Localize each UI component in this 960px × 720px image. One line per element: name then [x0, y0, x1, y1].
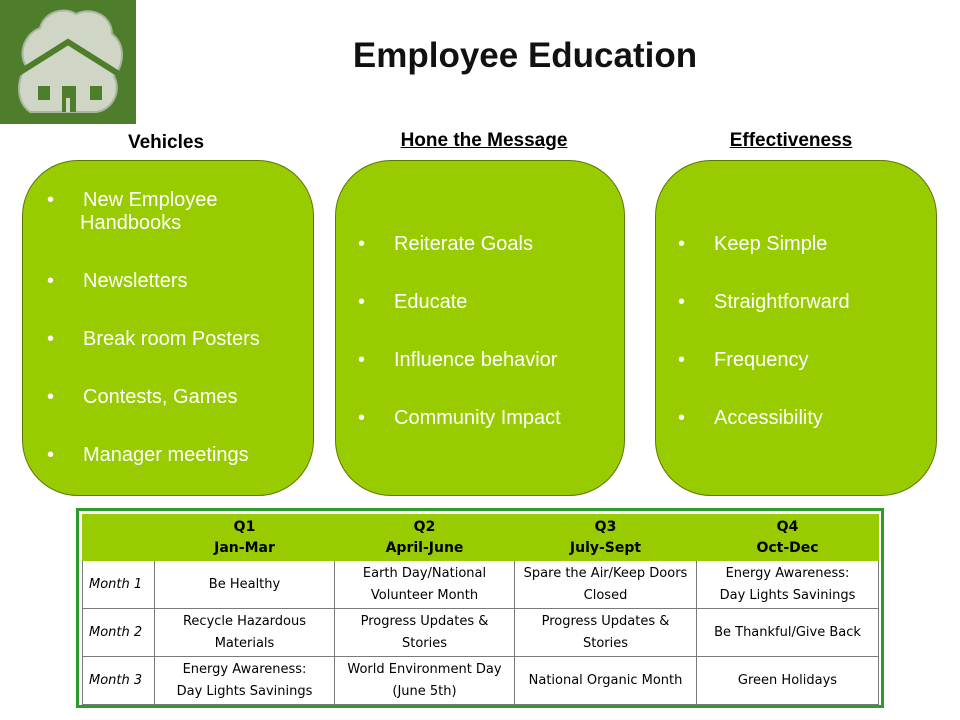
- quarter-range: Oct-Dec: [756, 539, 819, 556]
- list-item: [676, 407, 850, 430]
- quarter-label: Q2: [413, 518, 436, 535]
- quarter-range: April-June: [385, 539, 464, 556]
- table-corner-cell: [83, 515, 155, 561]
- effectiveness-box: [655, 160, 937, 496]
- list-item: [45, 444, 260, 467]
- table-cell: [697, 561, 879, 609]
- list-item-label: Manager meetings: [83, 444, 249, 466]
- list-item-label-cont: Handbooks: [80, 212, 182, 234]
- table-cell: [697, 609, 879, 657]
- month-label: Month 2: [83, 609, 155, 657]
- month-label: Month 1: [83, 561, 155, 609]
- quarter-header: [335, 515, 515, 561]
- cell-line: Day Lights Savinings: [719, 587, 856, 603]
- list-item-label: New Employee: [83, 189, 218, 211]
- cell-line: National Organic Month: [528, 672, 683, 688]
- cell-line: Green Holidays: [737, 672, 838, 688]
- table-cell: [697, 657, 879, 705]
- hone-the-message-box: [335, 160, 625, 496]
- table-cell: [335, 561, 515, 609]
- cell-line: Spare the Air/Keep Doors: [523, 565, 688, 581]
- list-item: [676, 233, 850, 256]
- list-item: [45, 386, 260, 409]
- list-item-label: Community Impact: [394, 407, 561, 429]
- cell-line: World Environment Day: [347, 661, 502, 677]
- quarter-label: Q3: [594, 518, 617, 535]
- table-header-row: [83, 515, 879, 561]
- table-cell: [335, 609, 515, 657]
- quarter-header: [515, 515, 697, 561]
- quarter-header: [697, 515, 879, 561]
- cell-line: Progress Updates &: [541, 613, 670, 629]
- list-item-label: Newsletters: [83, 270, 188, 292]
- cell-line: Progress Updates &: [360, 613, 489, 629]
- quarter-label: Q4: [776, 518, 799, 535]
- list-item: [356, 407, 561, 430]
- table-cell: [515, 609, 697, 657]
- list-item: [676, 291, 850, 314]
- cell-line: Energy Awareness:: [725, 565, 850, 581]
- table-cell: [155, 657, 335, 705]
- table-cell: [155, 609, 335, 657]
- list-item-label: Contests, Games: [83, 386, 238, 408]
- cell-line: Day Lights Savinings: [176, 683, 313, 699]
- cell-line: Recycle Hazardous: [182, 613, 307, 629]
- list-item-label: Break room Posters: [83, 328, 260, 350]
- table-cell: [515, 657, 697, 705]
- schedule-table-frame: [76, 508, 884, 708]
- cell-line: Be Thankful/Give Back: [714, 624, 861, 640]
- quarter-range: July-Sept: [569, 539, 642, 556]
- vehicles-list: [45, 189, 260, 502]
- list-item: [676, 349, 850, 372]
- effectiveness-heading: Effectiveness: [729, 130, 853, 151]
- cell-line: (June 5th): [392, 683, 457, 699]
- cell-line: Stories: [401, 635, 448, 651]
- page-title: Employee Education: [352, 36, 698, 75]
- cell-line: Closed: [583, 587, 628, 603]
- hone-the-message-heading: Hone the Message: [400, 130, 568, 151]
- vehicles-heading: Vehicles: [127, 132, 205, 153]
- table-cell: [155, 561, 335, 609]
- table-row: [83, 657, 879, 705]
- cell-line: Stories: [582, 635, 629, 651]
- table-row: [83, 609, 879, 657]
- month-label: Month 3: [83, 657, 155, 705]
- list-item: [45, 328, 260, 351]
- table-cell: [515, 561, 697, 609]
- list-item: [356, 233, 561, 256]
- effectiveness-list: [676, 233, 850, 465]
- list-item-label: Educate: [394, 291, 468, 313]
- list-item-label: Straightforward: [714, 291, 850, 313]
- cell-line: Be Healthy: [208, 576, 281, 592]
- list-item: [45, 189, 260, 235]
- list-item: [356, 291, 561, 314]
- hone-the-message-list: [356, 233, 561, 465]
- list-item: [356, 349, 561, 372]
- list-item-label: Keep Simple: [714, 233, 828, 255]
- cell-line: Materials: [214, 635, 275, 651]
- table-cell: [335, 657, 515, 705]
- quarter-label: Q1: [233, 518, 256, 535]
- vehicles-box: [22, 160, 314, 496]
- list-item-label: Reiterate Goals: [394, 233, 533, 255]
- table-row: [83, 561, 879, 609]
- quarter-range: Jan-Mar: [214, 539, 275, 556]
- list-item-label: Frequency: [714, 349, 809, 371]
- cell-line: Earth Day/National: [362, 565, 487, 581]
- cell-line: Energy Awareness:: [182, 661, 307, 677]
- schedule-table: [82, 514, 879, 705]
- list-item-label: Accessibility: [714, 407, 823, 429]
- list-item-label: Influence behavior: [394, 349, 558, 371]
- quarter-header: [155, 515, 335, 561]
- list-item: [45, 270, 260, 293]
- cell-line: Volunteer Month: [370, 587, 479, 603]
